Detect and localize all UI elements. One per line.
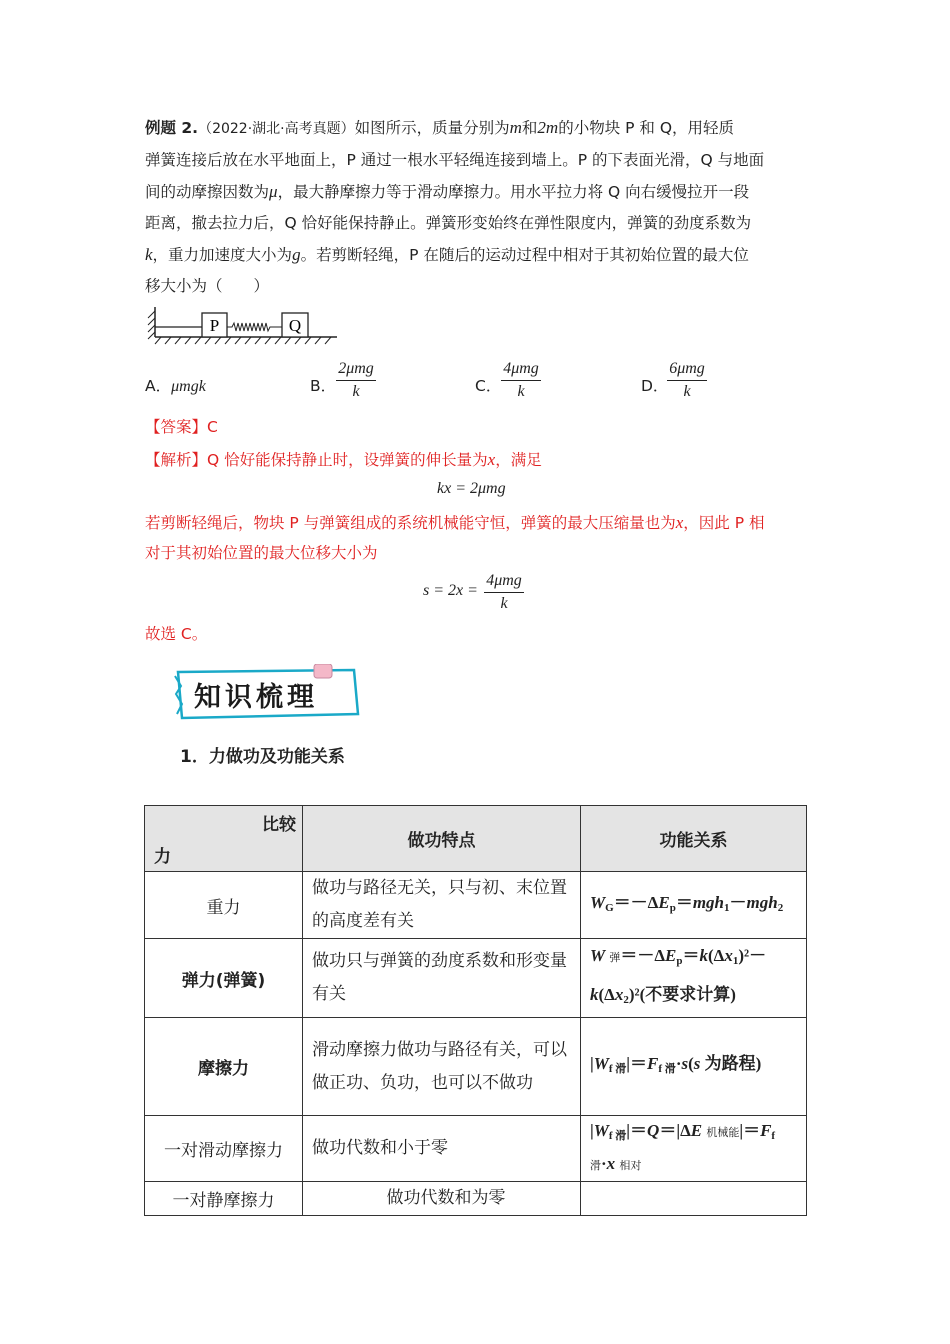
work-energy-table: [144, 805, 807, 1216]
table-row: 一对静摩擦力 做功代数和为零: [145, 1182, 807, 1216]
equation-2-left: s = 2x =: [423, 582, 478, 599]
analysis-line-1: 【解析】Q 恰好能保持静止时，设弹簧的伸长量为x，满足: [145, 450, 542, 469]
question-source: （2022·湖北·高考真题）: [198, 121, 355, 137]
spring: [227, 323, 282, 331]
header-cell-relation: 功能关系: [581, 806, 807, 872]
ground-hatching: [155, 337, 331, 344]
block-q-label: Q: [288, 316, 302, 335]
spring-block-figure: [145, 305, 345, 350]
knowledge-banner: [172, 664, 362, 722]
option-b[interactable]: B． 2μmg k: [310, 358, 430, 406]
question-paragraph: [145, 112, 810, 302]
analysis-line-2: 若剪断轻绳后，物块 P 与弹簧组成的系统机械能守恒，弹簧的最大压缩量也为x，因此 P 相: [145, 513, 765, 532]
analysis-line-4: 故选 C。: [145, 625, 208, 643]
banner-title: 知识梳理: [194, 682, 318, 713]
option-a[interactable]: A．μmgk: [145, 377, 206, 395]
option-c-fraction: 4μmg k: [497, 358, 545, 403]
table-header-row: [145, 806, 807, 872]
question-line-3: 间的动摩擦因数为μ，最大静摩擦力等于滑动摩擦力。用水平拉力将 Q 向右缓慢拉开一段: [145, 182, 750, 201]
block-p-label: P: [209, 316, 220, 335]
question-line-6: 移大小为（ ）: [145, 277, 270, 295]
analysis-tag: 【解析】: [145, 451, 208, 469]
option-d-fraction: 6μmg k: [663, 358, 711, 403]
header-cell-feature: 做功特点: [303, 806, 581, 872]
table-row: 重力 做功与路径无关，只与初、末位置的高度差有关 $W_G=-\Delta E_p=mgh_1-mgh_2$: [145, 872, 807, 939]
question-label: 例题 2.: [145, 119, 199, 137]
relation-static-pair: [581, 1182, 807, 1216]
option-b-fraction: 2μmg k: [332, 358, 380, 403]
answer-value: C: [207, 418, 218, 436]
table-row: 摩擦力 滑动摩擦力做功与路径有关，可以做正功、负功，也可以不做功 $|W_{f 滑}|=F_{f 滑}\cdot s(s$ 为路程): [145, 1018, 807, 1116]
relation-sliding-pair: $|W_{f 滑}|=Q=|\Delta E$ 机械能$|=F_f$ 滑·x 相对: [581, 1116, 807, 1182]
relation-gravity: $W_G=-\Delta E_p=mgh_1-mgh_2$: [581, 872, 807, 939]
analysis-line-3: 对于其初始位置的最大位移大小为: [145, 544, 378, 562]
equation-2-fraction: 4μmg k: [480, 570, 528, 615]
equation-1: kx = 2μmg: [437, 480, 506, 497]
question-line-5: k，重力加速度大小为g。若剪断轻绳，P 在随后的运动过程中相对于其初始位置的最大位: [145, 245, 749, 264]
question-line-4: 距离，撤去拉力后，Q 恰好能保持静止。弹簧形变始终在弹性限度内，弹簧的劲度系数为: [145, 214, 752, 232]
wall-hatching: [148, 311, 155, 339]
answer-tag: 【答案】: [145, 418, 208, 436]
header-cell-force: 比较 力: [145, 806, 303, 872]
option-d[interactable]: D． 6μmg k: [641, 358, 761, 406]
answer-line: [145, 412, 810, 443]
question-line-1: 例题 2.（2022·湖北·高考真题）如图所示，质量分别为m和2m的小物块 P 和 Q，用轻质: [145, 118, 735, 137]
table-row: 一对滑动摩擦力 做功代数和小于零 $|W_{f 滑}|=Q=|\Delta E$ 机械能$|=F_f$ 滑·x 相对: [145, 1116, 807, 1182]
option-c[interactable]: C． 4μmg k: [475, 358, 595, 406]
relation-friction: $|W_{f 滑}|=F_{f 滑}\cdot s(s$ 为路程): [581, 1018, 807, 1116]
section-heading: 1．力做功及功能关系: [180, 747, 345, 767]
question-line-2: 弹簧连接后放在水平地面上，P 通过一根水平轻绳连接到墙上。P 的下表面光滑，Q 与地面: [145, 151, 765, 169]
table-row: 弹力(弹簧) 做功只与弹簧的劲度系数和形变量有关 W 弹$=-\Delta E_p=k(\Delta x_1)^2-$ $k(\Delta x_2)^2$(不要求计算): [145, 939, 807, 1018]
relation-spring: W 弹$=-\Delta E_p=k(\Delta x_1)^2-$ $k(\Delta x_2)^2$(不要求计算): [581, 939, 807, 1018]
